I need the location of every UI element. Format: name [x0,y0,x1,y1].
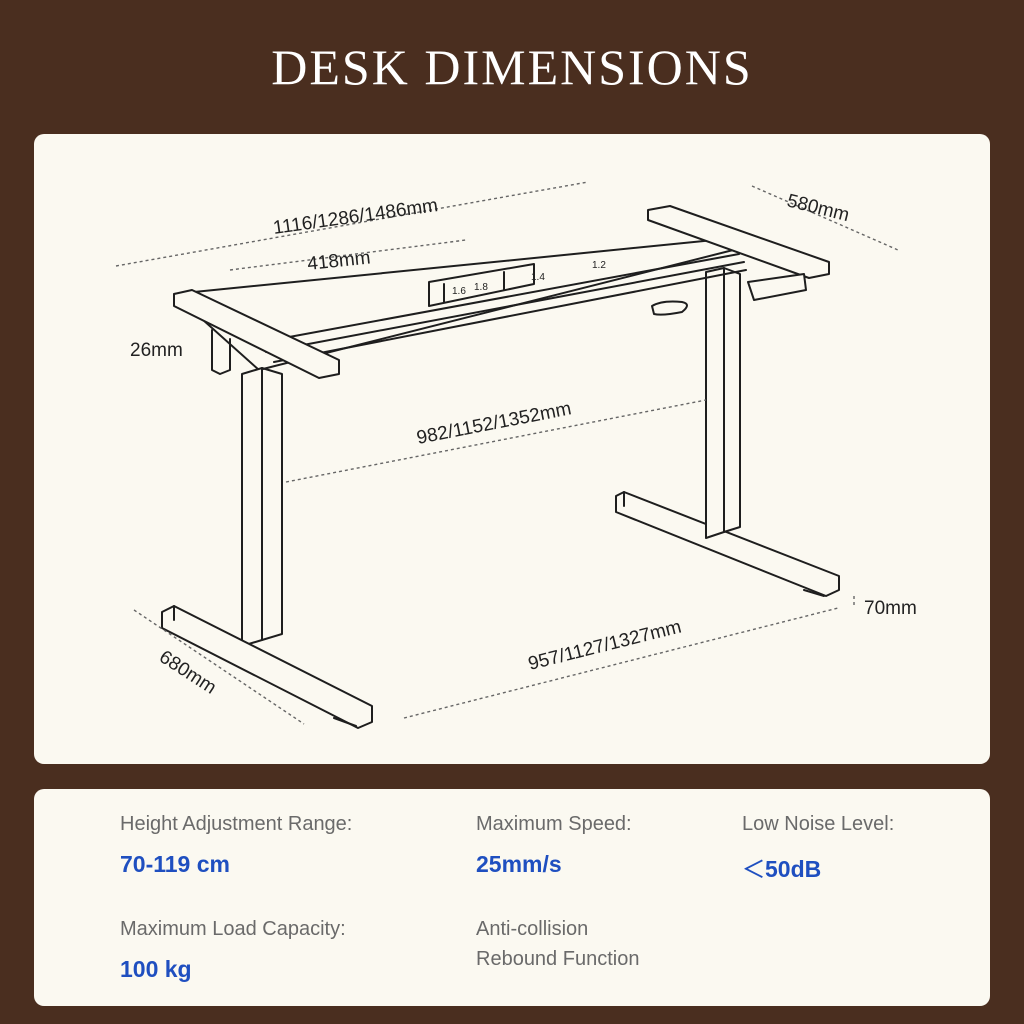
spec-label: Anti-collision [476,918,589,940]
spec-value: ＜50dB [742,856,822,882]
top-depth-label: 580mm [784,190,852,227]
desk-frame-diagram [34,134,990,764]
spec-label: Rebound Function [476,948,640,970]
spec-value: 25mm/s [476,851,562,877]
spec-height-range [120,809,352,878]
spec-max-speed [476,809,632,878]
spec-label: Maximum Speed: [476,813,632,835]
inner-width-label: 982/1152/1352mm [414,398,574,449]
scale-mark: 1.2 [592,260,606,271]
specs-panel [34,789,990,1006]
foot-height-label: 70mm [864,598,917,619]
spec-anti-collision [476,914,639,974]
scale-mark: 1.4 [531,272,545,283]
foot-length-label: 680mm [155,646,220,699]
spec-label: Maximum Load Capacity: [120,918,346,940]
page-title: DESK DIMENSIONS [271,39,753,95]
spec-label: Height Adjustment Range: [120,813,353,835]
beam-label: 418mm [306,247,372,275]
foot-span-label: 957/1127/1327mm [526,616,684,675]
bracket-label: 26mm [130,340,183,361]
spec-value: 70-119 cm [120,851,230,877]
top-width-label: 1116/1286/1486mm [271,195,440,239]
desk-frame [162,206,839,728]
spec-value: 100 kg [120,956,192,982]
scale-mark: 1.6 [452,286,466,297]
diagram-panel [34,134,990,764]
spec-load-capacity [120,914,346,983]
scale-mark: 1.8 [474,282,488,293]
spec-noise-level [742,809,894,884]
spec-label: Low Noise Level: [742,813,895,835]
